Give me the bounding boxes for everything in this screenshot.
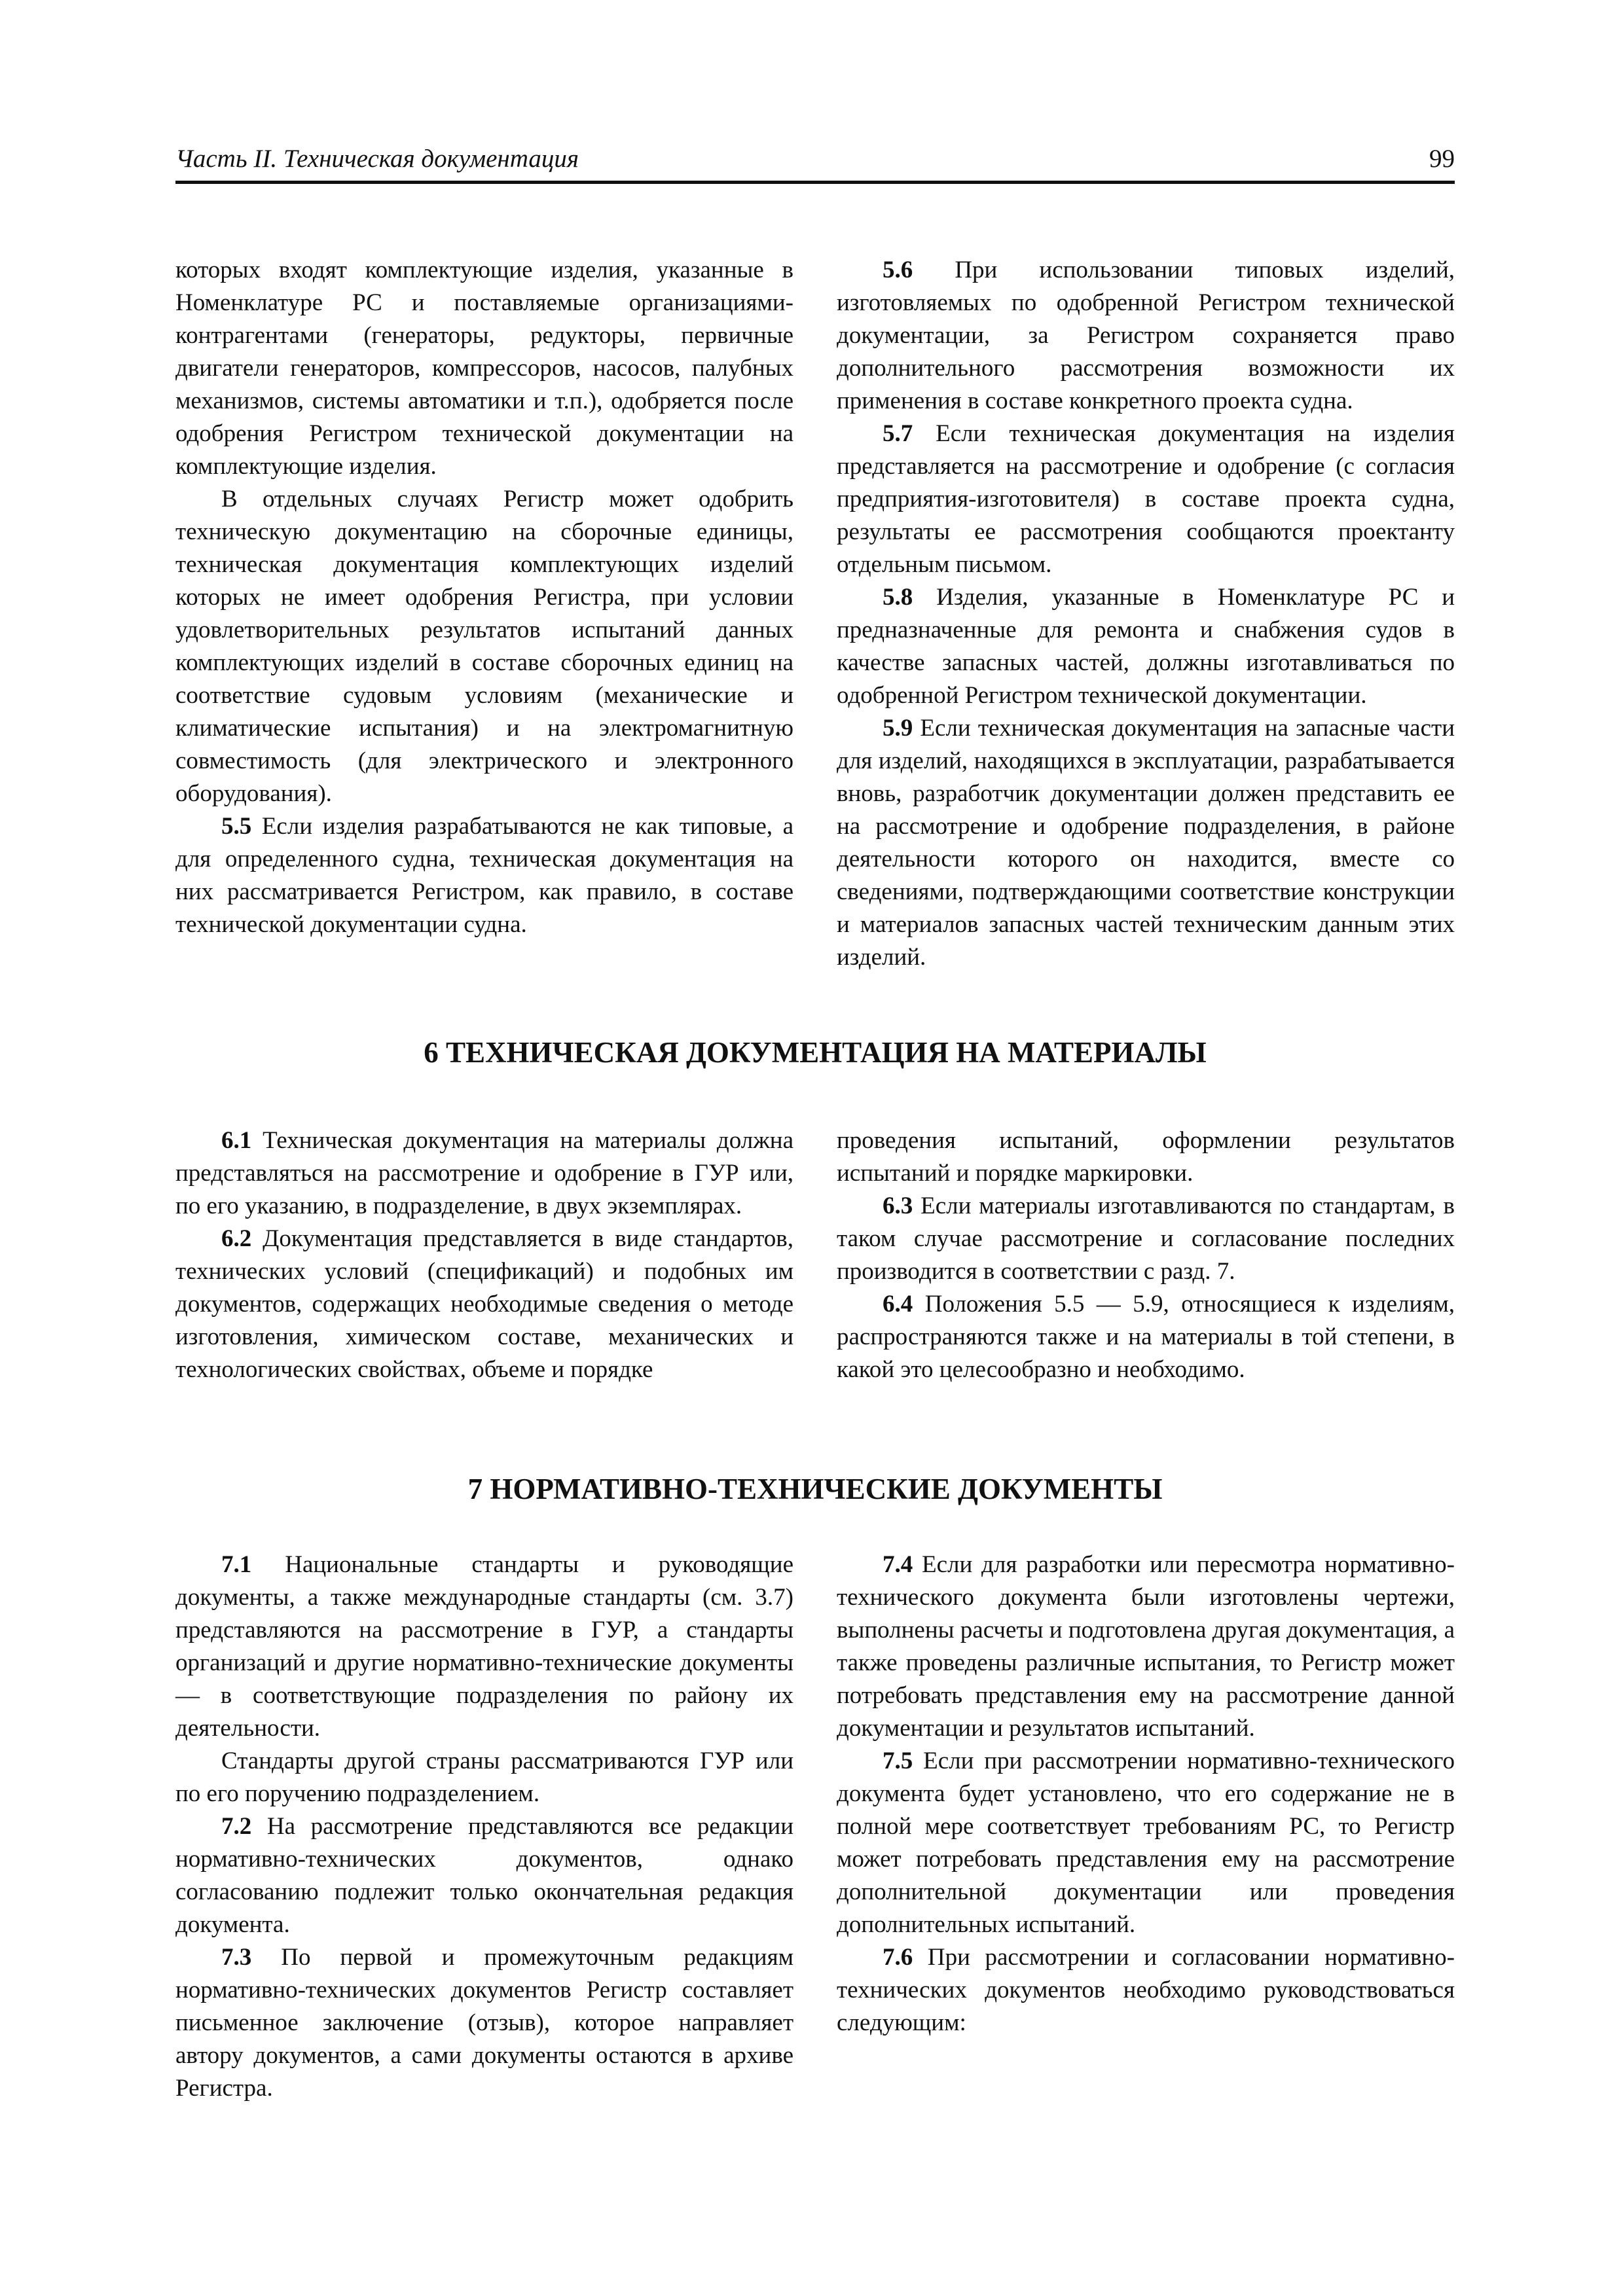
paragraph-7-1: 7.1 Национальные стандарты и руководящие документы, а также международные стандарты (см. 3.7) представляются на рассмотрение в ГУР, а стандарты организаций и другие нормативно-технические документы — в соответствующие подразделения по району их деятельности.: [175, 1551, 794, 1742]
section5-columns: [175, 254, 1455, 974]
clause-number: 7.6: [883, 1944, 913, 1971]
paragraph-7-6: 7.6 При рассмотрении и согласовании нормативно-технических документов необходимо руководствоваться следующим:: [837, 1944, 1455, 2036]
clause-number: 6.2: [221, 1225, 252, 1252]
section7-right-column: [837, 1549, 1455, 2105]
paragraph-7-1-foreign-standards: Стандарты другой страны рассматриваются ГУР или по его поручению подразделением.: [175, 1748, 793, 1807]
paragraph-5-5: 5.5 Если изделия разрабатываются не как типовые, а для определенного судна, техническая документация на них рассматривается Регистром, как правило, в составе технической документации судна.: [175, 813, 793, 938]
paragraph-5-4-special-cases: В отдельных случаях Регистр может одобрить техническую документацию на сборочные единицы, техническая документация комплектующих изделий которых не имеет одобрения Регистра, при условии удовлетворительных результатов испытаний данных комплектующих изделий в составе сборочных единиц на соответствие судовым условиям (механические и климатические испытания) и на электромагнитную совместимость (для электрического и электронного оборудования).: [175, 486, 793, 807]
clause-number: 5.5: [221, 813, 252, 840]
paragraph-7-4: 7.4 Если для разработки или пересмотра нормативно-технического документа были изготовлены чертежи, выполнены расчеты и подготовлена другая документация, а также проведены различные испытания, то Регистр может потребовать представления ему на рассмотрение данной документации и результатов испытаний.: [837, 1551, 1455, 1742]
paragraph-5-8: 5.8 Изделия, указанные в Номенклатуре РС и предназначенные для ремонта и снабжения судов в качестве запасных частей, должны изготавливаться по одобренной Регистром технической документации.: [837, 584, 1455, 709]
paragraph-6-2-continued: проведения испытаний, оформлении результатов испытаний и порядке маркировки.: [837, 1127, 1455, 1187]
section7-heading: 7 НОРМАТИВНО-ТЕХНИЧЕСКИЕ ДОКУМЕНТЫ: [467, 1473, 1163, 1505]
section7-left-column: [175, 1549, 793, 2105]
clause-number: 5.9: [883, 715, 913, 742]
running-header: [175, 143, 1455, 184]
paragraph-6-2: 6.2 Документация представляется в виде стандартов, технических условий (спецификаций) и подобных им документов, содержащих необходимые сведения о методе изготовления, химическом составе, механических и технологических свойствах, объеме и порядке: [175, 1225, 793, 1383]
section6-left-column: [175, 1124, 793, 1386]
page-number: 99: [1429, 145, 1455, 173]
clause-number: 7.2: [221, 1813, 252, 1840]
clause-number: 7.5: [883, 1748, 913, 1774]
paragraph-7-3: 7.3 По первой и промежуточным редакциям нормативно-технических документов Регистр составляет письменное заключение (отзыв), которое направляет автору документов, а сами документы остаются в архиве Регистра.: [175, 1944, 794, 2102]
paragraph-5-4-continued: которых входят комплектующие изделия, указанные в Номенклатуре РС и поставляемые организациями-контрагентами (генераторы, редукторы, первичные двигатели генераторов, компрессоров, насосов, палубных механизмов, системы автоматики и т.п.), одобряется после одобрения Регистром технической документации на комплектующие изделия.: [175, 257, 793, 480]
paragraph-6-1: 6.1 Техническая документация на материалы должна представляться на рассмотрение и одобрение в ГУР или, по его указанию, в подразделение, в двух экземплярах.: [175, 1127, 793, 1219]
clause-number: 6.1: [221, 1127, 252, 1154]
paragraph-7-5: 7.5 Если при рассмотрении нормативно-технического документа будет установлено, что его содержание не в полной мере соответствует требованиям РС, то Регистр может потребовать представления ему на рассмотрение дополнительной документации или проведения дополнительных испытаний.: [837, 1748, 1455, 1938]
paragraph-6-4: 6.4 Положения 5.5 — 5.9, относящиеся к изделиям, распространяются также и на материалы в той степени, в какой это целесообразно и необходимо.: [837, 1291, 1455, 1383]
section5-left-column: [175, 254, 793, 974]
section7-columns: [175, 1549, 1455, 2105]
section5-right-column: [837, 254, 1455, 974]
clause-number: 5.7: [883, 420, 913, 447]
paragraph-6-3: 6.3 Если материалы изготавливаются по стандартам, в таком случае рассмотрение и согласование последних производится в соответствии с разд. 7.: [837, 1193, 1455, 1285]
clause-number: 5.8: [883, 584, 913, 611]
clause-number: 7.3: [221, 1944, 252, 1971]
section6-right-column: [837, 1124, 1455, 1386]
clause-number: 7.1: [221, 1551, 252, 1578]
clause-number: 6.3: [883, 1193, 913, 1219]
paragraph-5-6: 5.6 При использовании типовых изделий, изготовляемых по одобренной Регистром технической документации, за Регистром сохраняется право дополнительного рассмотрения возможности их применения в составе конкретного проекта судна.: [837, 257, 1455, 414]
clause-number: 5.6: [883, 257, 913, 283]
paragraph-7-2: 7.2 На рассмотрение представляются все редакции нормативно-технических документов, однако согласованию подлежит только окончательная редакция документа.: [175, 1813, 793, 1938]
section6-columns: [175, 1124, 1455, 1386]
clause-number: 7.4: [883, 1551, 913, 1578]
paragraph-5-7: 5.7 Если техническая документация на изделия представляется на рассмотрение и одобрение (с согласия предприятия-изготовителя) в составе проекта судна, результаты ее рассмотрения сообщаются проектанту отдельным письмом.: [837, 420, 1455, 578]
clause-number: 6.4: [883, 1291, 913, 1318]
section6-heading: 6 ТЕХНИЧЕСКАЯ ДОКУМЕНТАЦИЯ НА МАТЕРИАЛЫ: [424, 1036, 1207, 1069]
header-title: Часть II. Техническая документация: [175, 145, 579, 173]
paragraph-5-9: 5.9 Если техническая документация на запасные части для изделий, находящихся в эксплуатации, разрабатывается вновь, разработчик документации должен представить ее на рассмотрение и одобрение подразделения, в районе деятельности которого он находится, вместе со сведениями, подтверждающими соответствие конструкции и материалов запасных частей техническим данным этих изделий.: [837, 715, 1455, 971]
